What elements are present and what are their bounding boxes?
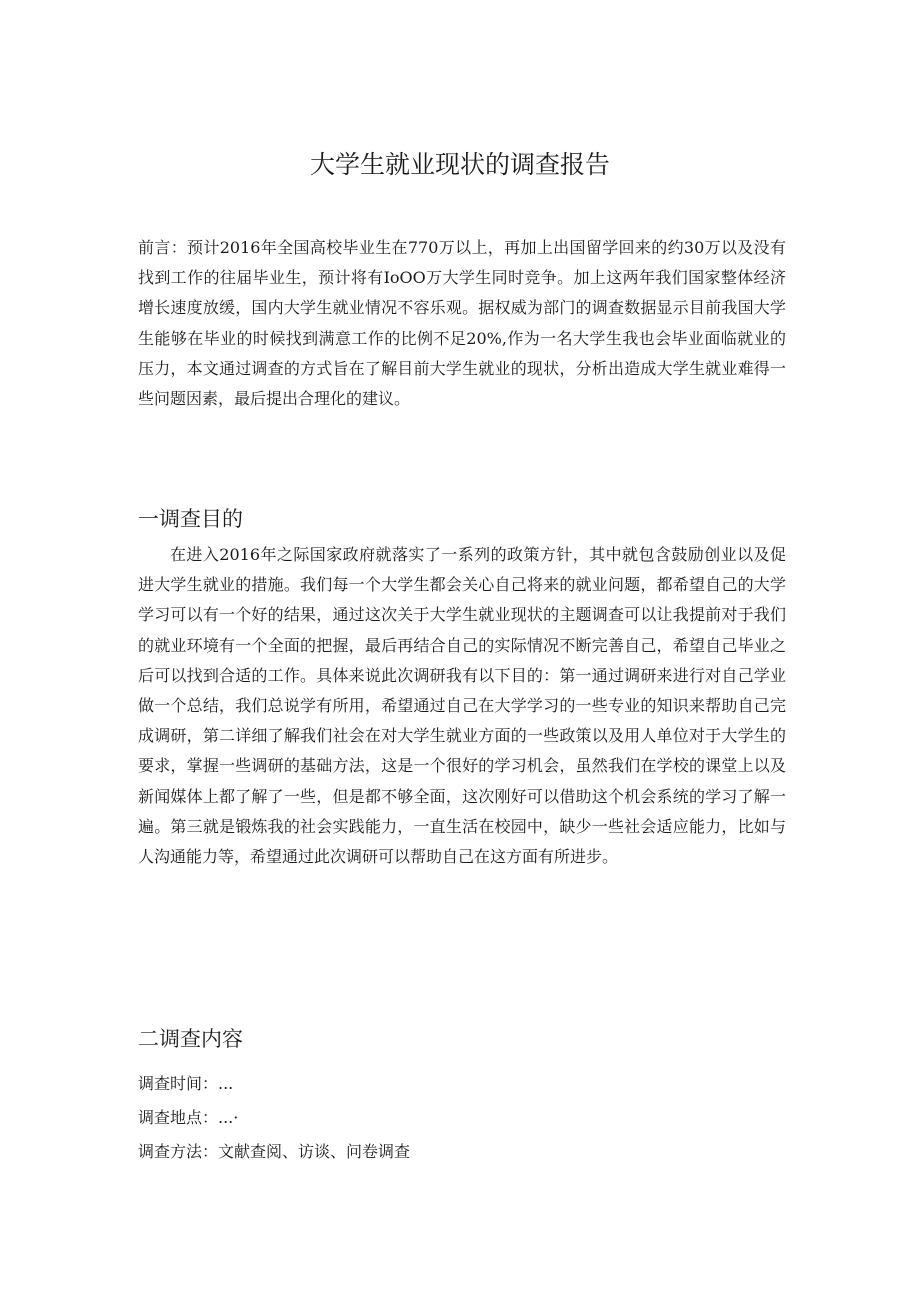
survey-time: 调查时间：... bbox=[138, 1074, 234, 1093]
section-heading-purpose: 一调查目的 bbox=[138, 507, 243, 531]
survey-method: 调查方法：文献查阅、访谈、问卷调查 bbox=[138, 1142, 411, 1161]
preface-paragraph: 前言：预计2016年全国高校毕业生在770万以上，再加上出国留学回来的约30万以及没有找到工作的往届毕业生，预计将有IoOO万大学生同时竞争。加上这两年我们国家整体经济增长速度放缓，国内大学生就业情况不容乐观。据权威为部门的调查数据显示目前我国大学生能够在毕业的时候找到满意工作的比例不足20%,作为一名大学生我也会毕业面临就业的压力，本文通过调查的方式旨在了解目前大学生就业的现状，分析出造成大学生就业难得一些问题因素，最后提出合理化的建议。 bbox=[138, 238, 786, 409]
section-heading-content: 二调查内容 bbox=[138, 1027, 243, 1051]
document-title: 大学生就业现状的调查报告 bbox=[309, 150, 610, 179]
survey-place: 调查地点：...· bbox=[138, 1108, 239, 1127]
purpose-paragraph: 在进入2016年之际国家政府就落实了一系列的政策方针，其中就包含鼓励创业以及促进大学生就业的措施。我们每一个大学生都会关心自己将来的就业问题，都希望自己的大学学习可以有一个好的结果，通过这次关于大学生就业现状的主题调查可以让我提前对于我们的就业环境有一个全面的把握，最后再结合自己的实际情况不断完善自己，希望自己毕业之后可以找到合适的工作。具体来说此次调研我有以下目的：第一通过调研来进行对自己学业做一个总结，我们总说学有所用，希望通过自己在大学学习的一些专业的知识来帮助自己完成调研，第二详细了解我们社会在对大学生就业方面的一些政策以及用人单位对于大学生的要求，掌握一些调研的基础方法，这是一个很好的学习机会，虽然我们在学校的课堂上以及新闻媒体上都了解了一些，但是都不够全面，这次刚好可以借助这个机会系统的学习了解一遍。第三就是锻炼我的社会实践能力，一直生活在校园中，缺少一些社会适应能力，比如与人沟通能力等，希望通过此次调研可以帮助自己在这方面有所进步。 bbox=[138, 545, 786, 867]
